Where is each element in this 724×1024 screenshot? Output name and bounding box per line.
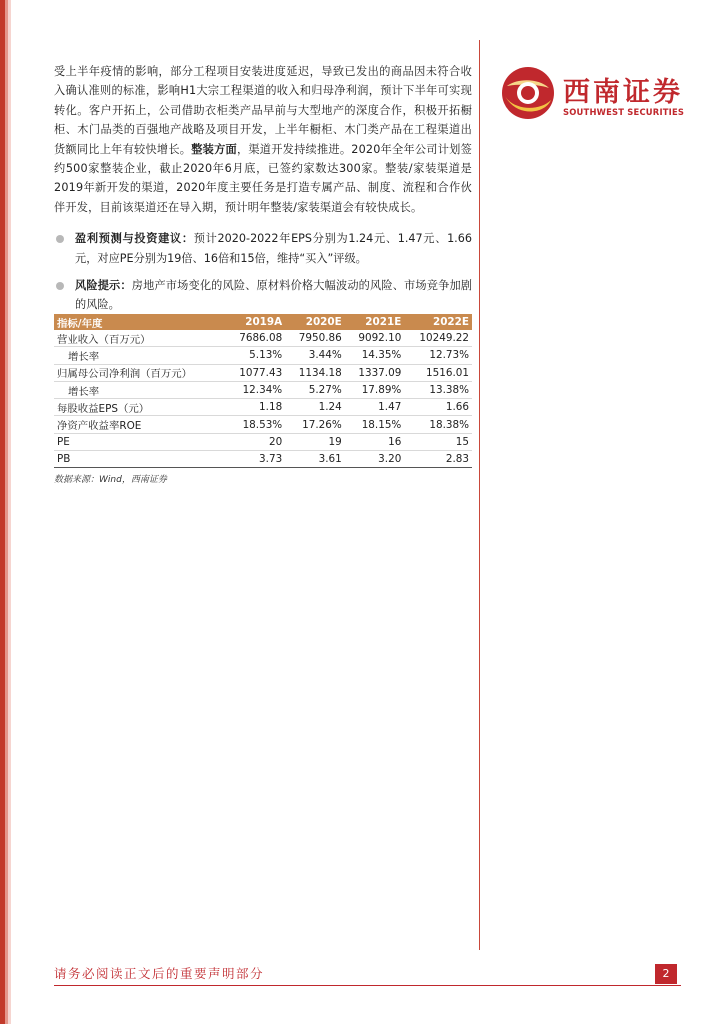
table-cell: 1134.18 bbox=[285, 364, 345, 381]
table-cell: 3.44% bbox=[285, 347, 345, 364]
forecast-table bbox=[54, 314, 472, 468]
logo-mark-icon bbox=[499, 66, 559, 120]
table-cell: 2.83 bbox=[404, 451, 472, 468]
table-cell: 1.66 bbox=[404, 399, 472, 416]
bullet-forecast-title: 盈利预测与投资建议： bbox=[75, 232, 194, 246]
header-cell: 指标/年度 bbox=[54, 314, 226, 330]
table-cell: 5.27% bbox=[285, 381, 345, 398]
table-cell: 20 bbox=[226, 433, 286, 450]
table-row bbox=[54, 416, 472, 433]
table-cell: 10249.22 bbox=[404, 330, 472, 347]
bullet-forecast bbox=[54, 229, 472, 268]
table-row bbox=[54, 399, 472, 416]
header-cell: 2022E bbox=[404, 314, 472, 330]
row-label: 归属母公司净利润（百万元） bbox=[54, 364, 226, 381]
table-source-note: 数据来源：Wind，西南证券 bbox=[54, 475, 167, 486]
header-cell: 2019A bbox=[226, 314, 286, 330]
table-cell: 18.15% bbox=[345, 416, 405, 433]
left-decorative-bar bbox=[0, 0, 11, 1024]
table-header-row bbox=[54, 314, 472, 330]
table-row bbox=[54, 364, 472, 381]
body-paragraph bbox=[54, 62, 472, 217]
bullet-dot-icon bbox=[56, 235, 64, 243]
table-cell: 17.26% bbox=[285, 416, 345, 433]
footer-notice: 请务必阅读正文后的重要声明部分 bbox=[54, 966, 265, 981]
paragraph-bold-phrase: 整装方面 bbox=[191, 142, 237, 156]
table-cell: 16 bbox=[345, 433, 405, 450]
bullet-risk-title: 风险提示： bbox=[75, 279, 132, 293]
bullet-risk-text: 房地产市场变化的风险、原材料价格大幅波动的风险、市场竞争加剧的风险。 bbox=[75, 279, 472, 312]
table-cell: 3.61 bbox=[285, 451, 345, 468]
row-label: 营业收入（百万元） bbox=[54, 330, 226, 347]
table-cell: 18.53% bbox=[226, 416, 286, 433]
table-cell: 15 bbox=[404, 433, 472, 450]
table-cell: 1.18 bbox=[226, 399, 286, 416]
logo-name-cn: 西南证券 bbox=[563, 77, 683, 108]
header-cell: 2020E bbox=[285, 314, 345, 330]
table-cell: 3.73 bbox=[226, 451, 286, 468]
table-cell: 17.89% bbox=[345, 381, 405, 398]
table-cell: 5.13% bbox=[226, 347, 286, 364]
table-cell: 13.38% bbox=[404, 381, 472, 398]
page-number: 2 bbox=[655, 964, 677, 984]
table-cell: 14.35% bbox=[345, 347, 405, 364]
table-cell: 18.38% bbox=[404, 416, 472, 433]
row-label: 增长率 bbox=[54, 381, 226, 398]
company-logo bbox=[499, 66, 685, 120]
table-cell: 7686.08 bbox=[226, 330, 286, 347]
table-row bbox=[54, 347, 472, 364]
row-label: 每股收益EPS（元） bbox=[54, 399, 226, 416]
header-cell: 2021E bbox=[345, 314, 405, 330]
paragraph-text-a: 受上半年疫情的影响，部分工程项目安装进度延迟，导致已发出的商品因未符合收入确认准则的标准，影响H1大宗工程渠道的收入和归母净利润，预计下半年可实现转化。客户开拓上，公司借助衣柜类产品早前与大型地产的深度合作，积极开拓橱柜、木门品类的百强地产战略及项目开发，上半年橱柜、木门类产品在工程渠道出货额同比上年有较快增长。 bbox=[54, 65, 472, 156]
row-label: PE bbox=[54, 433, 226, 450]
table-cell: 19 bbox=[285, 433, 345, 450]
bullet-forecast-text: 预计2020-2022年EPS分别为1.24元、1.47元、1.66元，对应PE分别为19倍、16倍和15倍，维持“买入”评级。 bbox=[75, 232, 472, 265]
row-label: 净资产收益率ROE bbox=[54, 416, 226, 433]
table-cell: 1337.09 bbox=[345, 364, 405, 381]
paragraph-text-b: ，渠道开发持续推进。2020年全年公司计划签约500家整装企业，截止2020年6月底，已签约家数达300家。整装/家装渠道是2019年新开发的渠道，2020年度主要任务是打造专属产品、制度、流程和合作伙伴开发，目前该渠道还在导入期，预计明年整装/家装渠道会有较快成长。 bbox=[54, 142, 472, 214]
table-cell: 1.24 bbox=[285, 399, 345, 416]
bullet-risk bbox=[54, 276, 472, 315]
table-cell: 7950.86 bbox=[285, 330, 345, 347]
table-row bbox=[54, 330, 472, 347]
column-divider bbox=[479, 40, 480, 950]
logo-name-en: SOUTHWEST SECURITIES bbox=[563, 107, 685, 117]
forecast-table-wrap bbox=[54, 314, 472, 485]
table-cell: 3.20 bbox=[345, 451, 405, 468]
table-row bbox=[54, 451, 472, 468]
table-row bbox=[54, 381, 472, 398]
main-content bbox=[54, 62, 472, 315]
table-row bbox=[54, 433, 472, 450]
row-label: 增长率 bbox=[54, 347, 226, 364]
footer-divider bbox=[54, 985, 681, 986]
table-cell: 1077.43 bbox=[226, 364, 286, 381]
table-cell: 1.47 bbox=[345, 399, 405, 416]
bullet-dot-icon bbox=[56, 282, 64, 290]
row-label: PB bbox=[54, 451, 226, 468]
table-cell: 1516.01 bbox=[404, 364, 472, 381]
table-cell: 12.73% bbox=[404, 347, 472, 364]
table-cell: 12.34% bbox=[226, 381, 286, 398]
table-cell: 9092.10 bbox=[345, 330, 405, 347]
